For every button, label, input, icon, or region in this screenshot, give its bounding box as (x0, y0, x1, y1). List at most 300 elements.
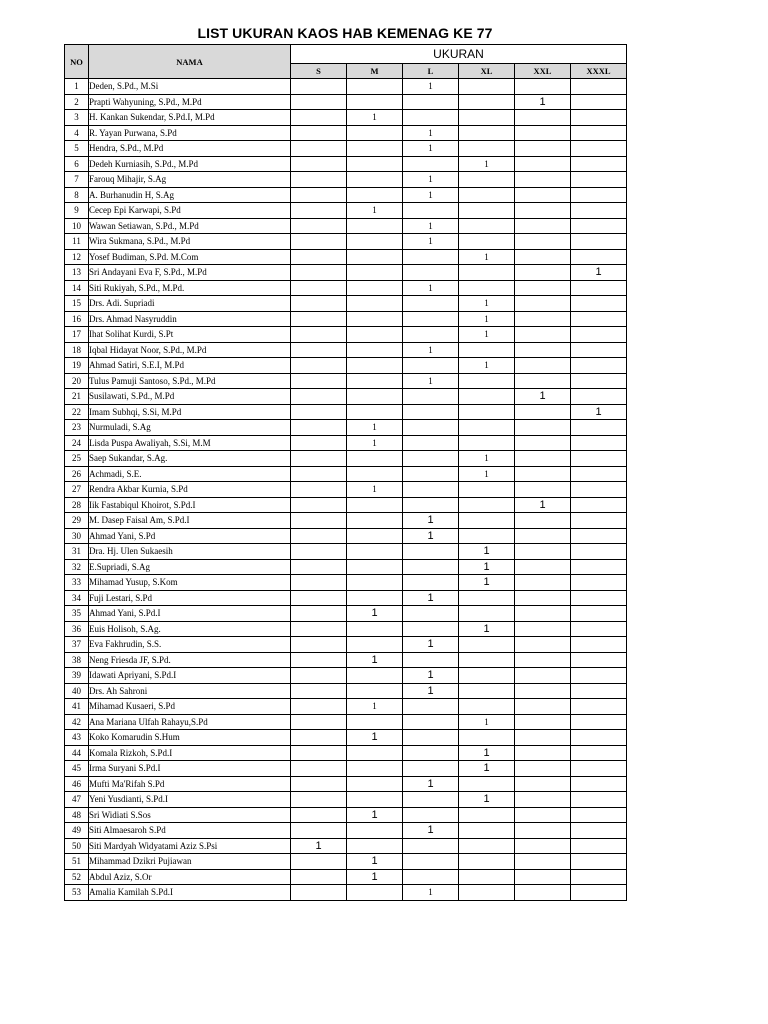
row-name: Neng Friesda JF, S.Pd. (89, 652, 291, 668)
size-cell-l (403, 745, 459, 761)
table-row (65, 761, 627, 777)
size-cell-xl (459, 838, 515, 854)
table-row (65, 373, 627, 389)
size-cell-m (347, 187, 403, 203)
row-name: Ahmad Yani, S.Pd (89, 528, 291, 544)
size-cell-xxxl (571, 451, 627, 467)
row-name: Dra. Hj. Ulen Sukaesih (89, 544, 291, 560)
row-name: Cecep Epi Karwapi, S.Pd (89, 203, 291, 219)
size-cell-xxl (515, 776, 571, 792)
row-name: Ahmad Yani, S.Pd.I (89, 606, 291, 622)
size-cell-s (291, 745, 347, 761)
row-name: Rendra Akbar Kurnia, S.Pd (89, 482, 291, 498)
size-cell-xxxl (571, 854, 627, 870)
size-cell-l (403, 621, 459, 637)
size-cell-xxxl (571, 652, 627, 668)
size-cell-m: 1 (347, 854, 403, 870)
size-cell-l (403, 575, 459, 591)
size-cell-m (347, 141, 403, 157)
size-cell-xl: 1 (459, 621, 515, 637)
size-cell-m: 1 (347, 203, 403, 219)
size-cell-xl (459, 482, 515, 498)
header-nama: NAMA (89, 45, 291, 79)
table-row (65, 94, 627, 110)
size-cell-l (403, 94, 459, 110)
size-cell-m (347, 94, 403, 110)
size-cell-l (403, 699, 459, 715)
size-cell-xl (459, 730, 515, 746)
size-cell-l (403, 838, 459, 854)
size-cell-l (403, 807, 459, 823)
size-cell-l: 1 (403, 172, 459, 188)
size-cell-xxl (515, 637, 571, 653)
size-cell-s (291, 451, 347, 467)
size-cell-m (347, 621, 403, 637)
row-number: 8 (65, 187, 89, 203)
size-cell-xl (459, 683, 515, 699)
row-number: 24 (65, 435, 89, 451)
row-name: Mihamad Kusaeri, S.Pd (89, 699, 291, 715)
row-name: Iqbal Hidayat Noor, S.Pd., M.Pd (89, 342, 291, 358)
size-cell-xxxl (571, 792, 627, 808)
size-cell-xxxl (571, 683, 627, 699)
size-cell-s (291, 296, 347, 312)
row-name: Wira Sukmana, S.Pd., M.Pd (89, 234, 291, 250)
row-number: 26 (65, 466, 89, 482)
size-cell-xl (459, 699, 515, 715)
size-cell-m (347, 513, 403, 529)
size-cell-xxxl: 1 (571, 404, 627, 420)
size-cell-l (403, 559, 459, 575)
row-number: 44 (65, 745, 89, 761)
table-row (65, 280, 627, 296)
size-cell-l (403, 265, 459, 281)
size-cell-m (347, 265, 403, 281)
row-name: Ihat Solihat Kurdi, S.Pt (89, 327, 291, 343)
size-cell-l (403, 854, 459, 870)
row-name: Koko Komarudin S.Hum (89, 730, 291, 746)
row-name: Deden, S.Pd., M.Si (89, 79, 291, 95)
size-cell-xxl (515, 311, 571, 327)
size-cell-xl (459, 389, 515, 405)
size-cell-l (403, 497, 459, 513)
size-cell-xxxl (571, 482, 627, 498)
size-cell-xl: 1 (459, 559, 515, 575)
size-cell-xxxl (571, 234, 627, 250)
size-cell-xxl (515, 745, 571, 761)
sheet-title: LIST UKURAN KAOS HAB KEMENAG KE 77 (197, 25, 493, 41)
table-row (65, 668, 627, 684)
size-cell-l (403, 249, 459, 265)
row-name: Achmadi, S.E. (89, 466, 291, 482)
row-name: Irma Suryani S.Pd.I (89, 761, 291, 777)
header-size-xxl: XXL (515, 64, 571, 79)
size-cell-xxxl (571, 358, 627, 374)
size-cell-xl (459, 885, 515, 901)
row-name: Komala Rizkoh, S.Pd.I (89, 745, 291, 761)
size-cell-m: 1 (347, 652, 403, 668)
size-cell-xxxl (571, 94, 627, 110)
row-name: Iik Fastabiqul Khoirot, S.Pd.I (89, 497, 291, 513)
size-cell-s (291, 94, 347, 110)
size-cell-xxl (515, 373, 571, 389)
size-cell-s (291, 528, 347, 544)
size-cell-xxl (515, 683, 571, 699)
size-cell-xxxl (571, 699, 627, 715)
size-cell-xl (459, 420, 515, 436)
size-cell-xxl (515, 621, 571, 637)
size-cell-l: 1 (403, 79, 459, 95)
row-name: Yeni Yusdianti, S.Pd.I (89, 792, 291, 808)
size-cell-xxxl (571, 714, 627, 730)
size-cell-xxxl (571, 528, 627, 544)
size-cell-m (347, 528, 403, 544)
size-cell-l (403, 435, 459, 451)
size-cell-xxl: 1 (515, 94, 571, 110)
size-cell-m (347, 668, 403, 684)
size-cell-xl (459, 203, 515, 219)
size-cell-s (291, 141, 347, 157)
size-cell-xxxl (571, 544, 627, 560)
size-cell-m (347, 451, 403, 467)
size-cell-l (403, 792, 459, 808)
size-cell-xxxl (571, 311, 627, 327)
size-cell-xl: 1 (459, 792, 515, 808)
row-number: 38 (65, 652, 89, 668)
row-name: E.Supriadi, S.Ag (89, 559, 291, 575)
size-cell-s (291, 869, 347, 885)
size-cell-xxl (515, 668, 571, 684)
table-row (65, 714, 627, 730)
size-cell-m (347, 637, 403, 653)
size-cell-xl (459, 172, 515, 188)
size-cell-l: 1 (403, 187, 459, 203)
size-cell-xxl (515, 652, 571, 668)
size-cell-xxxl (571, 218, 627, 234)
size-cell-xxxl (571, 575, 627, 591)
size-cell-xl (459, 869, 515, 885)
size-cell-xxl (515, 280, 571, 296)
size-cell-l (403, 482, 459, 498)
size-cell-xl (459, 823, 515, 839)
table-row (65, 699, 627, 715)
size-cell-xxl (515, 296, 571, 312)
size-cell-m (347, 373, 403, 389)
row-number: 27 (65, 482, 89, 498)
size-cell-xxl (515, 559, 571, 575)
size-cell-xxxl (571, 342, 627, 358)
size-cell-s (291, 358, 347, 374)
table-row (65, 652, 627, 668)
size-cell-m (347, 761, 403, 777)
size-cell-xxl (515, 823, 571, 839)
size-cell-l (403, 420, 459, 436)
size-cell-l: 1 (403, 590, 459, 606)
size-cell-m (347, 296, 403, 312)
size-cell-xxl (515, 404, 571, 420)
header-size-xxxl: XXXL (571, 64, 627, 79)
size-cell-xxl: 1 (515, 389, 571, 405)
size-cell-s (291, 761, 347, 777)
row-name: Hendra, S.Pd., M.Pd (89, 141, 291, 157)
size-cell-xxxl: 1 (571, 265, 627, 281)
row-name: Dedeh Kurniasih, S.Pd., M.Pd (89, 156, 291, 172)
header-no: NO (65, 45, 89, 79)
size-cell-m (347, 342, 403, 358)
size-cell-m (347, 559, 403, 575)
size-cell-l (403, 203, 459, 219)
size-cell-l: 1 (403, 218, 459, 234)
size-cell-xxxl (571, 110, 627, 126)
row-number: 18 (65, 342, 89, 358)
size-cell-xl: 1 (459, 296, 515, 312)
row-number: 3 (65, 110, 89, 126)
table-row (65, 435, 627, 451)
size-cell-m (347, 466, 403, 482)
size-cell-xxxl (571, 513, 627, 529)
row-number: 46 (65, 776, 89, 792)
size-cell-m (347, 172, 403, 188)
size-cell-xxl (515, 761, 571, 777)
row-name: Wawan Setiawan, S.Pd., M.Pd (89, 218, 291, 234)
size-cell-s (291, 249, 347, 265)
size-cell-s (291, 730, 347, 746)
size-cell-xl (459, 776, 515, 792)
row-number: 32 (65, 559, 89, 575)
size-cell-s (291, 156, 347, 172)
table-row (65, 311, 627, 327)
row-number: 43 (65, 730, 89, 746)
size-cell-xxxl (571, 838, 627, 854)
row-number: 36 (65, 621, 89, 637)
row-number: 50 (65, 838, 89, 854)
table-row (65, 637, 627, 653)
size-cell-xxxl (571, 280, 627, 296)
row-name: Siti Mardyah Widyatami Aziz S.Psi (89, 838, 291, 854)
header-ukuran: UKURAN (291, 45, 627, 64)
size-cell-s (291, 218, 347, 234)
table-row (65, 730, 627, 746)
size-cell-xxl (515, 838, 571, 854)
row-number: 28 (65, 497, 89, 513)
table-row (65, 559, 627, 575)
table-row (65, 265, 627, 281)
size-cell-m (347, 776, 403, 792)
size-cell-xl (459, 218, 515, 234)
table-row (65, 125, 627, 141)
size-cell-s (291, 854, 347, 870)
size-cell-xxxl (571, 823, 627, 839)
size-cell-xxxl (571, 590, 627, 606)
size-cell-xxxl (571, 745, 627, 761)
size-cell-m (347, 358, 403, 374)
size-cell-xxxl (571, 869, 627, 885)
table-row (65, 141, 627, 157)
size-cell-s (291, 482, 347, 498)
row-name: Ana Mariana Ulfah Rahayu,S.Pd (89, 714, 291, 730)
size-cell-xl (459, 637, 515, 653)
row-name: Amalia Kamilah S.Pd.I (89, 885, 291, 901)
size-cell-s (291, 823, 347, 839)
row-number: 10 (65, 218, 89, 234)
size-cell-s (291, 575, 347, 591)
size-cell-s (291, 776, 347, 792)
row-number: 12 (65, 249, 89, 265)
row-number: 4 (65, 125, 89, 141)
row-number: 23 (65, 420, 89, 436)
size-cell-m (347, 745, 403, 761)
size-cell-l (403, 156, 459, 172)
row-number: 53 (65, 885, 89, 901)
size-cell-l: 1 (403, 513, 459, 529)
size-cell-xl (459, 373, 515, 389)
size-cell-l (403, 466, 459, 482)
row-number: 17 (65, 327, 89, 343)
size-cell-xl: 1 (459, 156, 515, 172)
row-name: Yosef Budiman, S.Pd. M.Com (89, 249, 291, 265)
size-cell-xl: 1 (459, 249, 515, 265)
row-number: 22 (65, 404, 89, 420)
size-cell-s (291, 683, 347, 699)
size-cell-xl (459, 141, 515, 157)
size-cell-s (291, 590, 347, 606)
size-cell-xl (459, 528, 515, 544)
row-name: A. Burhanudin H, S.Ag (89, 187, 291, 203)
size-cell-xxxl (571, 559, 627, 575)
row-number: 21 (65, 389, 89, 405)
row-name: Abdul Aziz, S.Or (89, 869, 291, 885)
size-cell-m (347, 125, 403, 141)
table-row (65, 327, 627, 343)
size-cell-s (291, 637, 347, 653)
table-row (65, 342, 627, 358)
size-cell-s (291, 621, 347, 637)
size-cell-s (291, 79, 347, 95)
row-number: 15 (65, 296, 89, 312)
size-cell-xxl (515, 451, 571, 467)
size-cell-l: 1 (403, 280, 459, 296)
row-number: 52 (65, 869, 89, 885)
row-name: Susilawati, S.Pd., M.Pd (89, 389, 291, 405)
table-row (65, 683, 627, 699)
row-number: 9 (65, 203, 89, 219)
size-cell-l (403, 761, 459, 777)
row-number: 51 (65, 854, 89, 870)
size-cell-xl: 1 (459, 745, 515, 761)
size-cell-m: 1 (347, 730, 403, 746)
size-cell-m (347, 234, 403, 250)
size-cell-l (403, 451, 459, 467)
row-number: 39 (65, 668, 89, 684)
size-cell-l (403, 730, 459, 746)
size-cell-xl (459, 590, 515, 606)
size-cell-xxl (515, 327, 571, 343)
size-cell-s (291, 110, 347, 126)
row-number: 42 (65, 714, 89, 730)
row-name: Imam Subhqi, S.Si, M.Pd (89, 404, 291, 420)
size-cell-xxl (515, 358, 571, 374)
row-name: Idawati Apriyani, S.Pd.I (89, 668, 291, 684)
table-row (65, 482, 627, 498)
size-cell-xl (459, 265, 515, 281)
size-cell-m (347, 218, 403, 234)
size-cell-xxl (515, 714, 571, 730)
size-cell-l (403, 327, 459, 343)
size-cell-l (403, 110, 459, 126)
size-cell-s (291, 389, 347, 405)
size-cell-s (291, 435, 347, 451)
size-cell-l: 1 (403, 885, 459, 901)
row-number: 45 (65, 761, 89, 777)
size-cell-xl (459, 187, 515, 203)
size-cell-s (291, 327, 347, 343)
size-cell-xl (459, 110, 515, 126)
size-cell-xxl (515, 792, 571, 808)
size-cell-m (347, 79, 403, 95)
size-cell-xxxl (571, 730, 627, 746)
row-number: 34 (65, 590, 89, 606)
size-cell-xxl (515, 435, 571, 451)
size-cell-xxxl (571, 172, 627, 188)
row-number: 16 (65, 311, 89, 327)
table-row (65, 869, 627, 885)
row-number: 2 (65, 94, 89, 110)
row-number: 49 (65, 823, 89, 839)
size-cell-s (291, 203, 347, 219)
size-cell-m: 1 (347, 482, 403, 498)
size-cell-m: 1 (347, 420, 403, 436)
size-cell-l (403, 544, 459, 560)
row-number: 48 (65, 807, 89, 823)
size-cell-s (291, 807, 347, 823)
size-cell-m (347, 575, 403, 591)
table-row (65, 776, 627, 792)
size-cell-l: 1 (403, 528, 459, 544)
size-cell-m: 1 (347, 807, 403, 823)
size-cell-xxl (515, 513, 571, 529)
size-cell-xxxl (571, 203, 627, 219)
row-number: 29 (65, 513, 89, 529)
row-name: R. Yayan Purwana, S.Pd (89, 125, 291, 141)
size-cell-m (347, 249, 403, 265)
size-cell-xl (459, 807, 515, 823)
size-cell-xl (459, 234, 515, 250)
size-cell-xxxl (571, 776, 627, 792)
table-row (65, 745, 627, 761)
size-cell-s (291, 172, 347, 188)
size-cell-m (347, 823, 403, 839)
size-cell-l (403, 652, 459, 668)
size-cell-xxl (515, 869, 571, 885)
row-number: 1 (65, 79, 89, 95)
size-cell-xl (459, 404, 515, 420)
size-cell-xxl (515, 466, 571, 482)
row-name: Drs. Ah Sahroni (89, 683, 291, 699)
size-cell-xxl (515, 125, 571, 141)
size-cell-m: 1 (347, 435, 403, 451)
table-row (65, 404, 627, 420)
size-cell-l: 1 (403, 373, 459, 389)
row-name: Mihamad Yusup, S.Kom (89, 575, 291, 591)
size-cell-xxl (515, 156, 571, 172)
size-cell-m (347, 714, 403, 730)
row-number: 47 (65, 792, 89, 808)
table-body (65, 79, 627, 901)
size-cell-xxxl (571, 79, 627, 95)
table-row (65, 249, 627, 265)
size-cell-s (291, 404, 347, 420)
row-number: 7 (65, 172, 89, 188)
